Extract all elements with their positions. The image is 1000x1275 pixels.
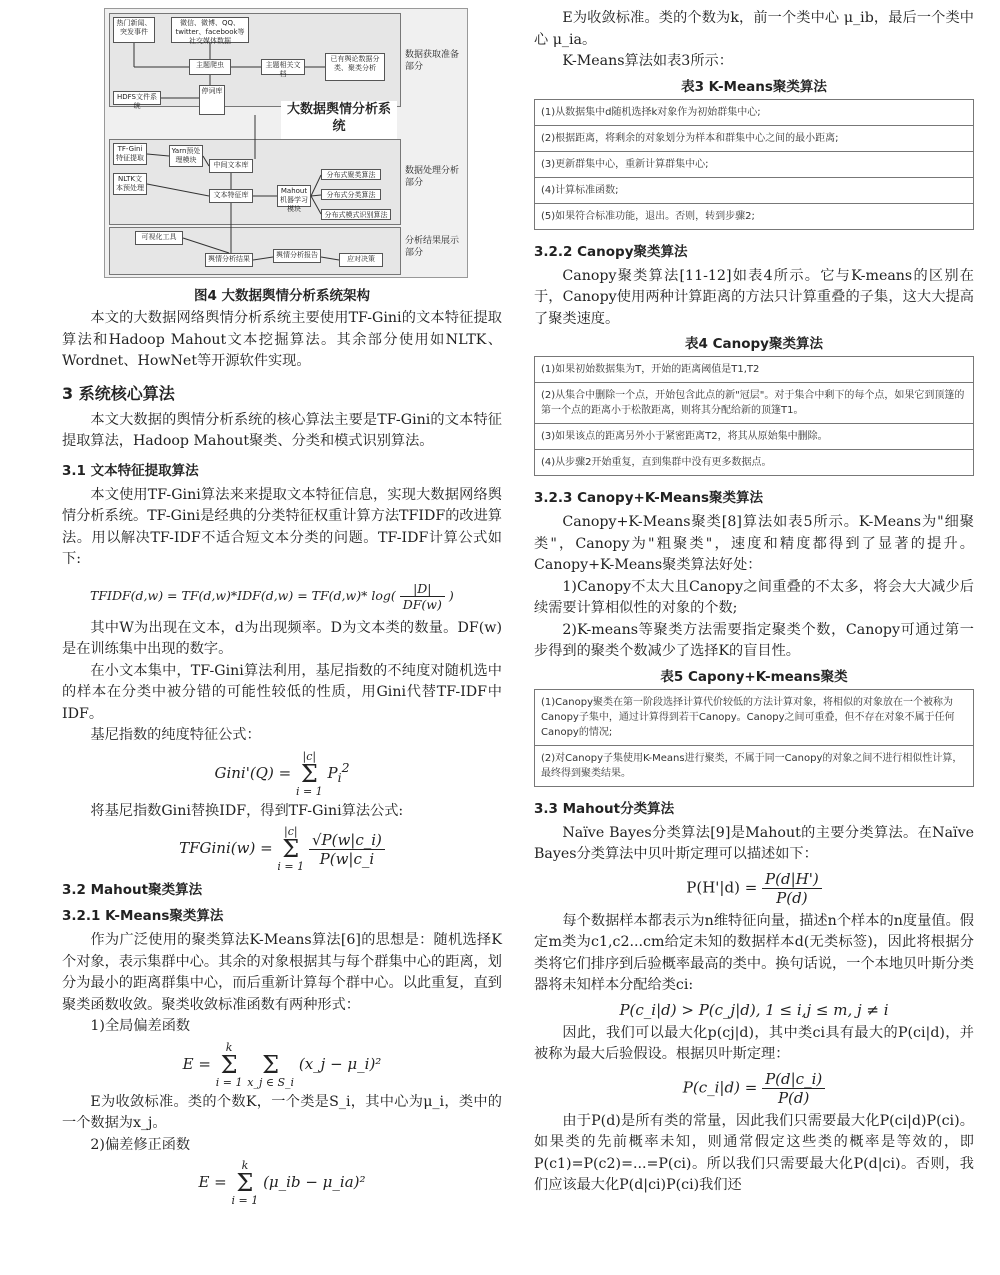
- table-cell: (1)Canopy聚类在第一阶段选择计算代价较低的方法计算对象，将相似的对象放在一个被称为Canopy子集中，通过计算得到若干Canopy。Canopy之间可重叠，但不存在对象不属于任何Canopy的情况;: [535, 689, 974, 745]
- table-row: [535, 203, 974, 229]
- paragraph: E为收敛标准。类的个数K，一个类是S_i，其中心为μ_i，类中的一个数据为x_j。: [62, 1093, 502, 1131]
- paragraph: 在小文本集中，TF-Gini算法利用，基尼指数的不纯度对随机选中的样本在分类中被分错的可能性较低的性质，用Gini代替TF-IDF中IDF。: [62, 662, 502, 722]
- tfgini-numerator: √P(w|c_i): [309, 831, 385, 850]
- sub-dict-box: 停词库: [199, 85, 225, 115]
- section-heading: 3.1 文本特征提取算法: [62, 462, 199, 479]
- processing-label: 数据处理分析部分: [405, 166, 460, 188]
- e1-sum-top: k: [225, 1040, 233, 1054]
- nltk-box: NLTK文本预处理: [113, 173, 147, 195]
- social-media-box: 微信、微博、QQ、twitter、facebook等社交媒体数据: [171, 17, 249, 43]
- e1-term: (x_j − μ_i)²: [298, 1054, 382, 1073]
- table-row: [535, 689, 974, 745]
- gini-lhs: Gini'(Q) =: [214, 763, 292, 782]
- tfgini-equation: [62, 826, 502, 872]
- tfgini-fraction: [309, 831, 385, 868]
- table-row: [535, 177, 974, 203]
- paragraph: Canopy聚类算法[11-12]如表4所示。它与K-means的区别在于，Canopy使用两种计算距离的方法只计算重叠的子集，这大大提高了聚类速度。: [534, 267, 974, 327]
- e2-equation: [62, 1160, 502, 1206]
- section-heading: 3.2.1 K-Means聚类算法: [62, 908, 224, 924]
- e2-lhs: E =: [198, 1173, 227, 1191]
- tfidf-lhs: TFIDF(d,w) = TF(d,w)*IDF(d,w) = TF(d,w)* log(: [90, 587, 396, 603]
- posterior-equation: [534, 1070, 974, 1107]
- table-row: [535, 99, 974, 125]
- paragraph: 本文使用TF-Gini算法来来提取文本特征信息，实现大数据网络舆情分析系统。TF-Gini是经典的分类特征权重计算方法TFIDF的改进算法。用以解决TF-IDF不适合短文本分类的问题。TF-IDF计算公式如下:: [62, 486, 502, 567]
- topic-crawler-box: 主题爬虫: [189, 59, 231, 75]
- paragraph: 因此，我们可以最大化p(cj|d)，其中类ci具有最大的P(ci|d)，并被称为最大后验假设。根据贝叶斯定理：: [534, 1024, 974, 1062]
- tfgini-sum: |c| Σ i = 1: [277, 825, 305, 873]
- section-heading: 3.2.2 Canopy聚类算法: [534, 243, 688, 260]
- existing-data-box: 已有舆论数据分类、聚类分析: [325, 53, 385, 81]
- bayes-lhs: P(H'|d) =: [686, 878, 758, 896]
- architecture-figure: [104, 8, 468, 278]
- table-cell: (4)计算标准函数;: [535, 177, 974, 203]
- figure-arrows: [105, 9, 467, 277]
- bayes-fraction: [762, 870, 822, 907]
- tfidf-close: ): [448, 587, 454, 603]
- e2-sum-bottom: i = 1: [231, 1194, 259, 1207]
- table-cell: (3)如果该点的距离另外小于紧密距离T2，将其从原始集中删除。: [535, 424, 974, 450]
- paragraph: 由于P(d)是所有类的常量，因此我们只需要最大化P(ci|d)P(ci)。如果类的先前概率未知，则通常假定这些类的概率是等效的，即P(c1)=P(c2)=...=P(ci)。所以我们只需要最大化P(d|ci)。否则，我们应该最大化P(d|ci)P(ci)我们还: [534, 1112, 974, 1193]
- gini-term: P: [327, 763, 338, 782]
- paragraph: 本文大数据的舆情分析系统的核心算法主要是TF-Gini的文本特征提取算法，Hadoop Mahout聚类、分类和模式识别算法。: [62, 411, 502, 449]
- paragraph: 将基尼指数Gini替换IDF，得到TF-Gini算法公式:: [90, 802, 404, 819]
- condition-equation: P(c_i|d) > P(c_j|d), 1 ≤ i,j ≤ m, j ≠ i: [619, 1000, 889, 1019]
- table-cell: (1)从数据集中d随机选择k对象作为初始群集中心;: [535, 99, 974, 125]
- table-cell: (2)对Canopy子集使用K-Means进行聚类，不属于同一Canopy的对象之间不进行相似性计算，最终得到聚类结果。: [535, 745, 974, 786]
- table-cell: (2)根据距离，将剩余的对象划分为样本和群集中心之间的最小距离;: [535, 125, 974, 151]
- e1-equation: [62, 1042, 502, 1088]
- table-cell: (1)如果初始数据集为T，开始的距离阈值是T1,T2: [535, 357, 974, 383]
- feature-lib-box: 文本特征库: [209, 189, 253, 203]
- topic-text-box: 主题相关文档: [261, 59, 305, 75]
- table-row: [535, 125, 974, 151]
- dist-cluster-box: 分布式聚类算法: [321, 169, 381, 180]
- table-row: [535, 745, 974, 786]
- table5: [534, 689, 974, 787]
- posterior-fraction: [762, 1070, 825, 1107]
- sentiment-report-box: 舆情分析报告: [273, 249, 321, 263]
- gini-sum-bottom: i = 1: [295, 784, 323, 798]
- left-column: [62, 0, 502, 1210]
- display-label: 分析结果展示部分: [405, 236, 460, 258]
- table4-caption: 表4 Canopy聚类算法: [685, 336, 823, 352]
- yarn-box: Yarn预处理模块: [169, 145, 203, 167]
- bayes-equation: [534, 870, 974, 907]
- response-box: 应对决策: [339, 253, 383, 267]
- tfidf-denominator: DF(w): [402, 596, 442, 612]
- mahout-box: Mahout机器学习模块: [277, 185, 311, 207]
- hot-news-box: 热门新闻、突发事件: [113, 17, 155, 43]
- tfgini-sum-top: |c|: [284, 825, 298, 838]
- gini-sum-top: |c|: [302, 749, 317, 763]
- figure-caption: 图4 大数据舆情分析系统架构: [193, 288, 371, 304]
- e1-sum-bottom: i = 1: [215, 1075, 243, 1089]
- paragraph: K-Means算法如表3所示：: [562, 53, 733, 69]
- paragraph: 1)Canopy不太大且Canopy之间重叠的不太多，将会大大减少后续需要计算相似性的对象的个数;: [534, 578, 974, 616]
- dist-classify-box: 分布式分类算法: [321, 189, 381, 200]
- tfidf-fraction: [400, 581, 445, 612]
- tfgini-lhs: TFGini(w) =: [179, 839, 273, 857]
- bayes-denominator: P(d): [776, 888, 808, 907]
- posterior-lhs: P(c_i|d) =: [682, 1078, 758, 1096]
- tf-gini-box: TF-Gini特征提取: [113, 143, 147, 165]
- visual-tool-box: 可视化工具: [135, 231, 183, 245]
- table-row: [535, 357, 974, 383]
- table-row: [535, 450, 974, 476]
- table-cell: (2)从集合中删除一个点，开始包含此点的新"冠层"。对于集合中剩下的每个点，如果它到顶篷的第一个点的距离小于松散距离，则将其分配给新的顶篷T1。: [535, 383, 974, 424]
- table-row: [535, 383, 974, 424]
- e2-sum: k Σ i = 1: [231, 1159, 259, 1207]
- table3-caption: 表3 K-Means聚类算法: [681, 78, 827, 95]
- paragraph: 基尼指数的纯度特征公式：: [90, 727, 261, 743]
- table-cell: (4)从步骤2开始重复，直到集群中没有更多数据点。: [535, 450, 974, 476]
- paragraph: Naïve Bayes分类算法[9]是Mahout的主要分类算法。在Naïve Bayes分类算法中贝叶斯定理可以描述如下：: [534, 824, 974, 862]
- paragraph: Canopy+K-Means聚类[8]算法如表5所示。K-Means为"细聚类"，Canopy为"粗聚类"，速度和精度都得到了显著的提升。Canopy+K-Means聚类算法好处：: [534, 514, 974, 573]
- e1-lhs: E =: [182, 1054, 211, 1073]
- dist-pattern-box: 分布式模式识别算法: [321, 209, 391, 220]
- e2-sum-top: k: [241, 1159, 249, 1172]
- posterior-denominator: P(d): [777, 1088, 810, 1107]
- bayes-numerator: P(d|H'): [762, 870, 822, 889]
- paragraph: 每个数据样本都表示为n维特征向量，描述n个样本的n度量值。假定m类为c1,c2...cm给定未知的数据样本d(无类标签)，因此将根据分类将它们排序到后验概率最高的类中。换句话说，一个本地贝叶斯分类器将未知样本分配给类ci:: [534, 912, 974, 993]
- figure-title: 大数据舆情分析系统: [281, 101, 397, 139]
- paragraph: 2)K-means等聚类方法需要指定聚类个数，Canopy可通过第一步得到的聚类个数减少了选择K的盲目性。: [534, 621, 974, 659]
- table-row: [535, 151, 974, 177]
- table-cell: (5)如果符合标准功能，退出。否则，转到步骤2;: [535, 203, 974, 229]
- paragraph: 其中W为出现在文本，d为出现频率。D为文本类的数量。DF(w)是在训练集中出现的数字。: [62, 619, 502, 657]
- gini-sum: |c| Σ i = 1: [295, 749, 323, 798]
- section-heading: 3.2.3 Canopy+K-Means聚类算法: [534, 490, 764, 506]
- table3: [534, 99, 974, 230]
- table4: [534, 356, 974, 476]
- table-cell: (3)更新群集中心，重新计算群集中心;: [535, 151, 974, 177]
- tfidf-numerator: |D|: [400, 581, 445, 597]
- table5-caption: 表5 Capony+K-means聚类: [660, 668, 848, 685]
- tfgini-sum-bottom: i = 1: [277, 860, 305, 873]
- right-column: [534, 0, 974, 1197]
- posterior-numerator: P(d|c_i): [762, 1070, 825, 1089]
- sentiment-result-box: 舆情分析结果: [205, 253, 253, 267]
- e2-term: (μ_ib − μ_ia)²: [263, 1173, 366, 1191]
- e1-inner-bottom: x_j ∈ S_i: [247, 1075, 295, 1089]
- tfgini-denominator: P(w|c_i: [319, 849, 375, 868]
- paragraph: E为收敛标准。类的个数为k，前一个类中心 μ_ib，最后一个类中心 μ_ia。: [534, 10, 974, 48]
- section-heading: 3.2 Mahout聚类算法: [62, 882, 203, 898]
- paragraph: 2)偏差修正函数: [90, 1136, 191, 1153]
- hdfs-box: HDFS文件系统: [113, 91, 161, 105]
- paragraph: 1)全局偏差函数: [90, 1018, 191, 1034]
- section-heading: 3 系统核心算法: [62, 383, 175, 403]
- e1-sum-inner: Σ x_j ∈ S_i: [247, 1050, 295, 1089]
- intermediate-box: 中间文本库: [209, 159, 253, 173]
- section-heading: 3.3 Mahout分类算法: [534, 800, 675, 817]
- paragraph: 作为广泛使用的聚类算法K-Means算法[6]的思想是：随机选择K个对象，表示集群中心。其余的对象根据其与每个群集中心的距离，划分为最小的距离群集中心，而后重新计算每个群中心。以此重复，直到聚类函数收敛。聚类收敛标准函数有两种形式：: [62, 932, 502, 1013]
- e1-sum-outer: k Σ i = 1: [215, 1040, 243, 1089]
- paragraph: 本文的大数据网络舆情分析系统主要使用TF-Gini的文本特征提取算法和Hadoop Mahout文本挖掘算法。其余部分使用如NLTK、Wordnet、HowNet等开源软件实现。: [62, 310, 502, 369]
- tfidf-equation: [90, 581, 502, 612]
- acquisition-label: 数据获取准备部分: [405, 50, 460, 72]
- table-row: [535, 424, 974, 450]
- gini-equation: Gini'(Q) = |c| Σ i = 1 $P_i^2$: [214, 749, 350, 798]
